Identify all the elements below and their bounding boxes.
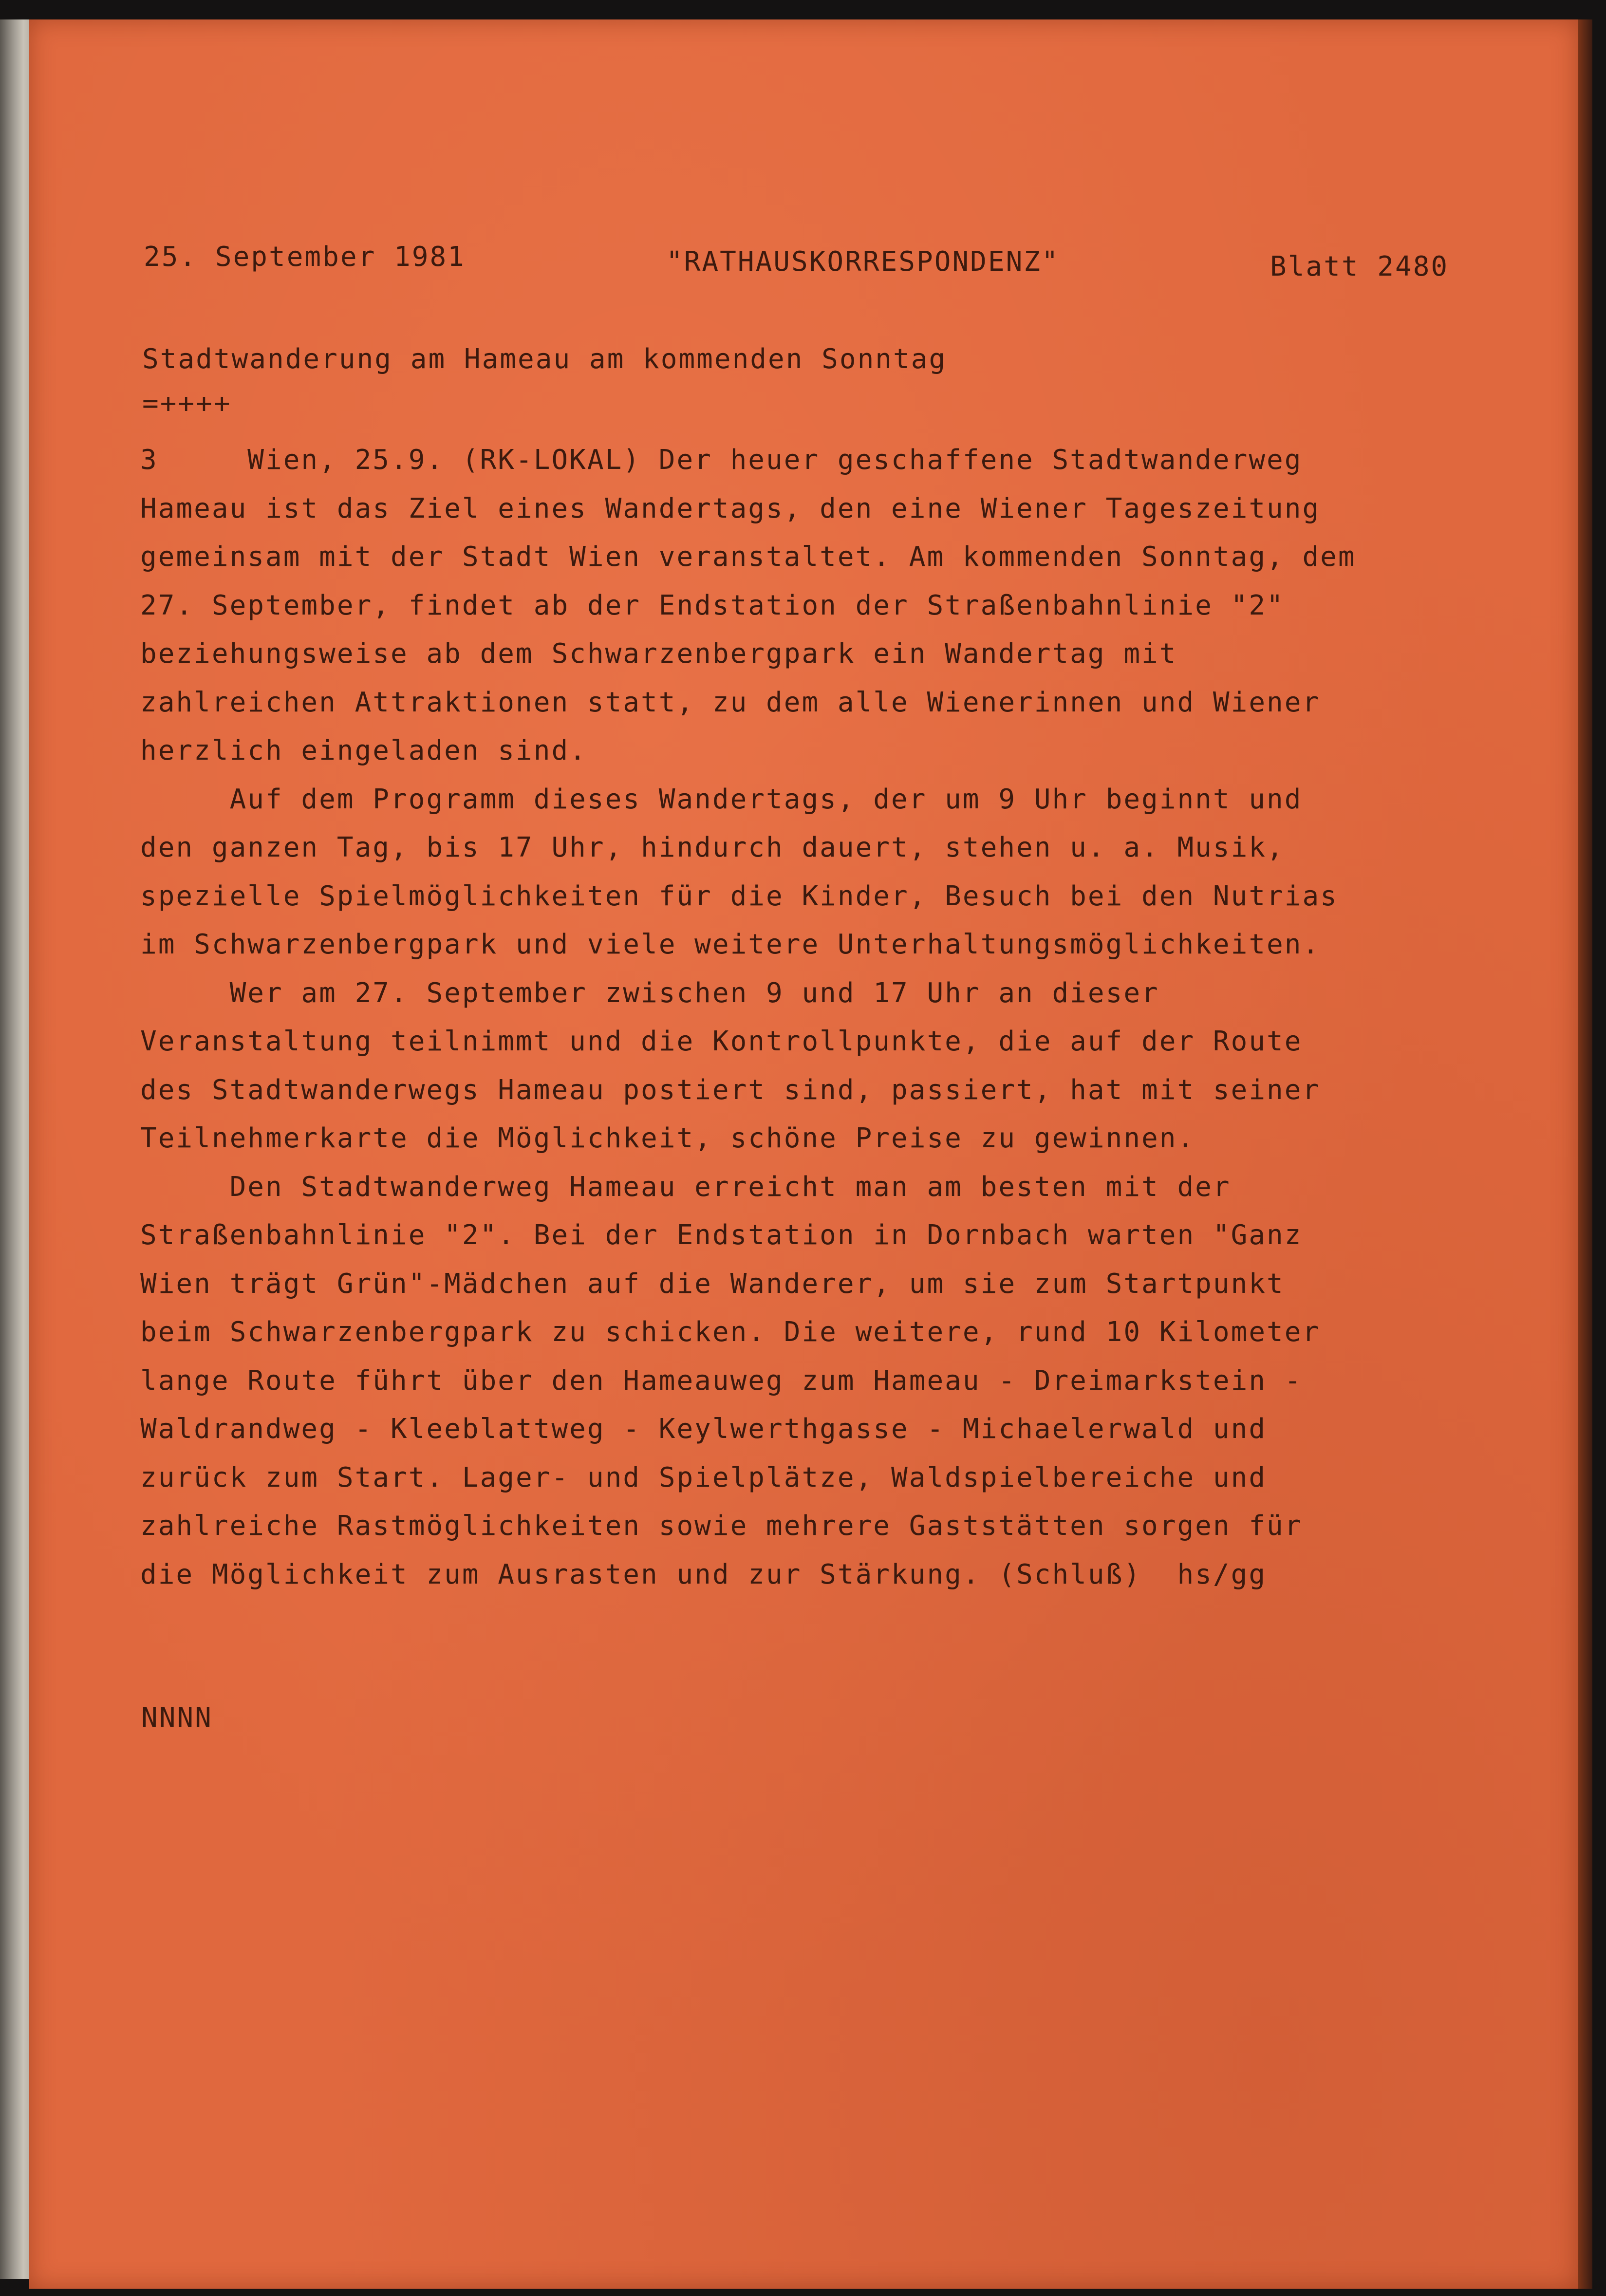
- body-line: Hameau ist das Ziel eines Wandertags, den eine Wiener Tageszeitung: [140, 492, 1321, 524]
- body-line: beim Schwarzenbergpark zu schicken. Die weitere, rund 10 Kilometer: [140, 1316, 1321, 1348]
- body-line: Teilnehmerkarte die Möglichkeit, schöne Preise zu gewinnen.: [140, 1122, 1195, 1154]
- body-line: herzlich eingeladen sind.: [140, 735, 587, 766]
- header-date: 25. September 1981: [144, 241, 466, 273]
- body-line: des Stadtwanderwegs Hameau postiert sind, passiert, hat mit seiner: [140, 1074, 1321, 1106]
- body-line: lange Route führt über den Hameauweg zum Hameau - Dreimarkstein -: [140, 1364, 1303, 1397]
- body-line: beziehungsweise ab dem Schwarzenbergpark ein Wandertag mit: [140, 638, 1177, 670]
- body-line: Wien trägt Grün"-Mädchen auf die Wanderer, um sie zum Startpunkt: [140, 1268, 1285, 1300]
- body-line: zahlreichen Attraktionen statt, zu dem alle Wienerinnen und Wiener: [140, 686, 1321, 718]
- body-line: Wer am 27. September zwischen 9 und 17 Uhr an dieser: [140, 977, 1159, 1009]
- body-line: 3 Wien, 25.9. (RK-LOKAL) Der heuer geschaffene Stadtwanderweg: [140, 444, 1303, 476]
- header-publication: "RATHAUSKORRESPONDENZ": [666, 246, 1060, 278]
- title-mark: =++++: [142, 388, 232, 419]
- body-line: spezielle Spielmöglichkeiten für die Kinder, Besuch bei den Nutrias: [140, 880, 1338, 912]
- page-edge: [1578, 19, 1592, 2289]
- article-body: [140, 436, 1484, 1599]
- article-title: Stadtwanderung am Hameau am kommenden Sonntag: [142, 343, 947, 375]
- body-line: im Schwarzenbergpark und viele weitere Unterhaltungsmöglichkeiten.: [140, 929, 1321, 960]
- binding-spine: [0, 19, 31, 2279]
- body-line: 27. September, findet ab der Endstation der Straßenbahnlinie "2": [140, 589, 1285, 621]
- body-line: gemeinsam mit der Stadt Wien veranstaltet. Am kommenden Sonntag, dem: [140, 541, 1356, 573]
- header-sheet-number: Blatt 2480: [1270, 251, 1449, 282]
- body-line: Den Stadtwanderweg Hameau erreicht man am besten mit der: [140, 1171, 1231, 1203]
- body-line: zahlreiche Rastmöglichkeiten sowie mehrere Gaststätten sorgen für: [140, 1510, 1303, 1542]
- body-line: den ganzen Tag, bis 17 Uhr, hindurch dauert, stehen u. a. Musik,: [140, 832, 1285, 863]
- body-line: Waldrandweg - Kleeblattweg - Keylwerthgasse - Michaelerwald und: [140, 1413, 1267, 1445]
- body-line: Straßenbahnlinie "2". Bei der Endstation in Dornbach warten "Ganz: [140, 1219, 1303, 1251]
- end-mark: NNNN: [141, 1702, 213, 1734]
- body-line: zurück zum Start. Lager- und Spielplätze, Waldspielbereiche und: [140, 1461, 1267, 1493]
- body-line: Auf dem Programm dieses Wandertags, der um 9 Uhr beginnt und: [140, 783, 1303, 815]
- body-line: die Möglichkeit zum Ausrasten und zur Stärkung. (Schluß) hs/gg: [140, 1558, 1267, 1590]
- body-line: Veranstaltung teilnimmt und die Kontrollpunkte, die auf der Route: [140, 1026, 1303, 1057]
